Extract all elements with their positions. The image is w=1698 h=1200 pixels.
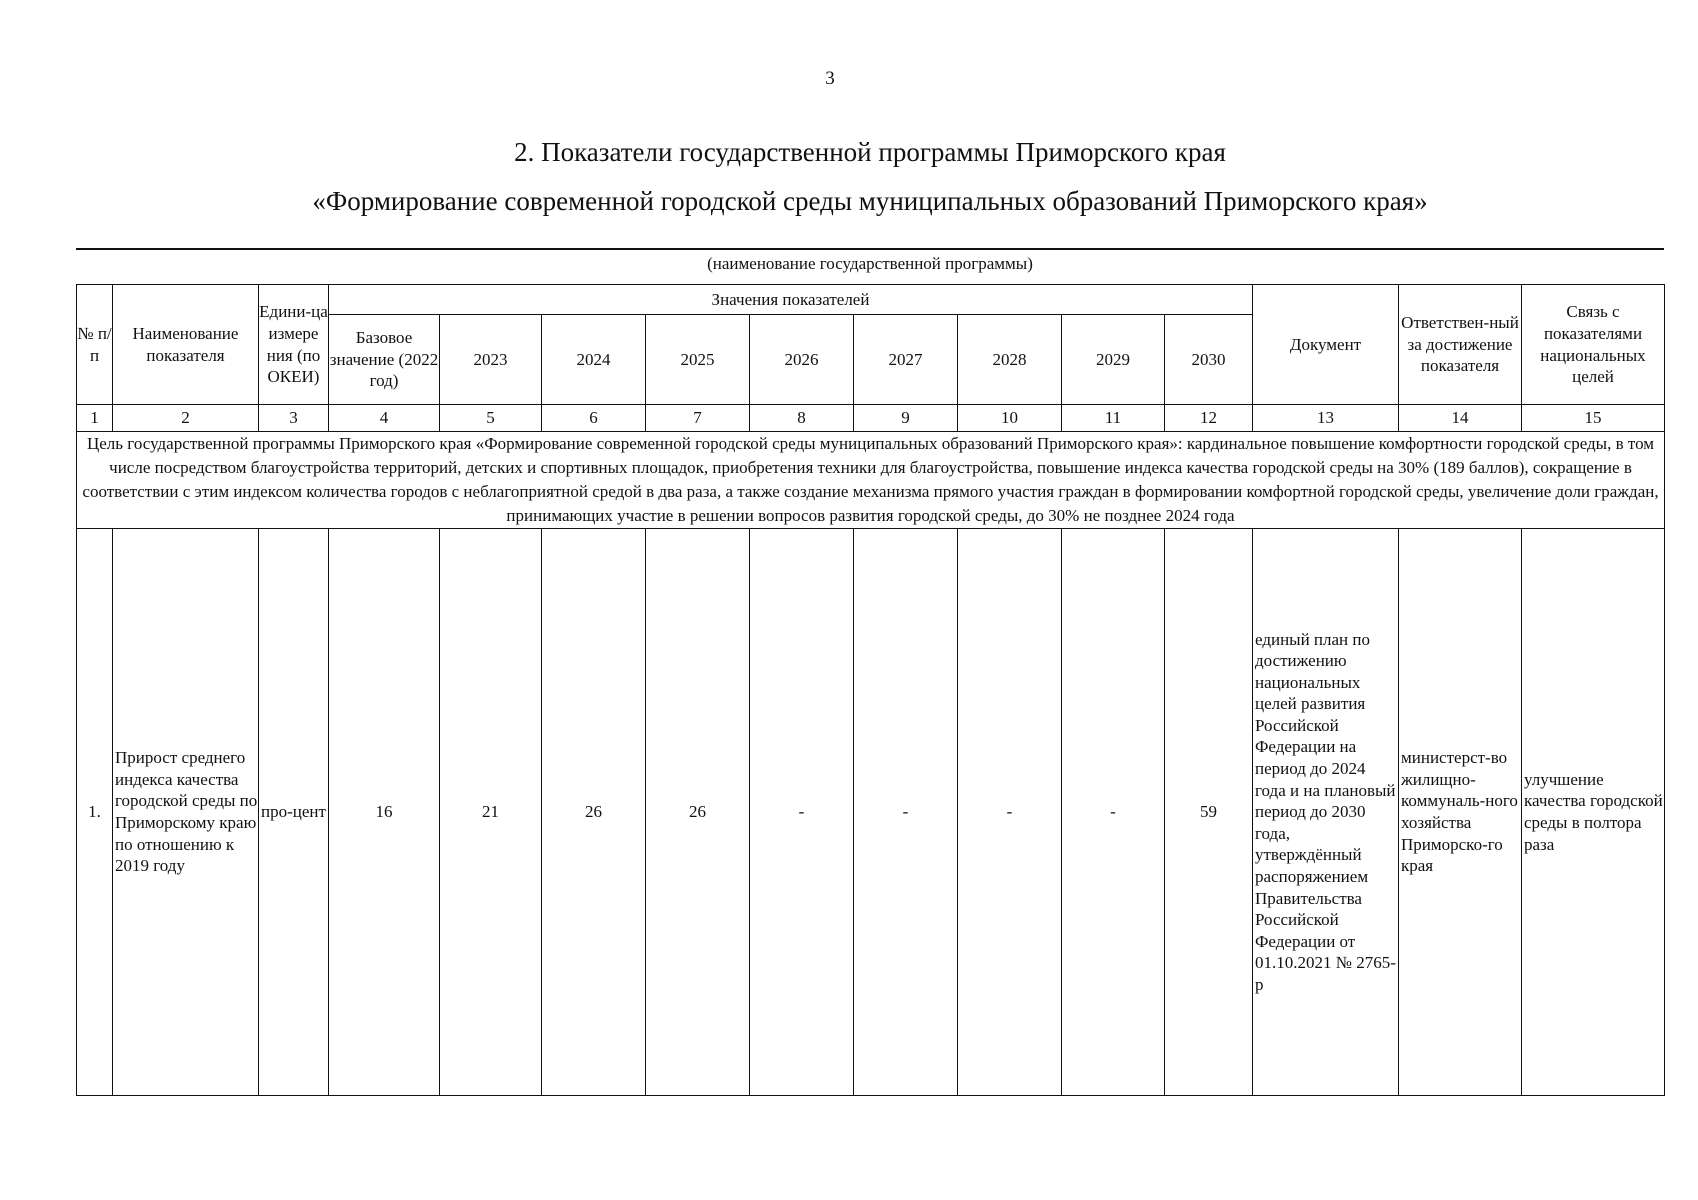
- column-number: 10: [958, 405, 1062, 432]
- value-2023: 21: [440, 529, 542, 1096]
- column-number: 4: [329, 405, 440, 432]
- value-2029: -: [1062, 529, 1165, 1096]
- column-number-row: [77, 405, 1665, 432]
- column-number: 12: [1165, 405, 1253, 432]
- indicator-name: Прирост среднего индекса качества городской среды по Приморскому краю по отношению к 2019 году: [113, 529, 259, 1096]
- column-number: 6: [542, 405, 646, 432]
- header-year-2028: 2028: [958, 315, 1062, 405]
- row-number: 1.: [77, 529, 113, 1096]
- column-number: 15: [1522, 405, 1665, 432]
- program-goal-text: Цель государственной программы Приморского края «Формирование современной городской среды муниципальных образований Приморского края»: кардинальное повышение комфортности городской среды, в том числе посредством благоустройства территорий, детских и спортивных площадок, приобретения техники для благоустройства, повышение индекса качества городской среды на 30% (189 баллов), сокращение в соответствии с этим индексом количества городов с неблагоприятной средой в два раза, а также создание механизма прямого участия граждан в формировании комфортной городской среды, увеличение доли граждан, принимающих участие в решении вопросов развития городской среды, до 30% не позднее 2024 года: [77, 432, 1665, 529]
- column-number: 11: [1062, 405, 1165, 432]
- column-number: 8: [750, 405, 854, 432]
- value-2030: 59: [1165, 529, 1253, 1096]
- page-title: 2. Показатели государственной программы Приморского края: [514, 137, 1226, 167]
- indicator-unit: про-цент: [259, 529, 329, 1096]
- value-2024: 26: [542, 529, 646, 1096]
- column-number: 3: [259, 405, 329, 432]
- column-number: 13: [1253, 405, 1399, 432]
- header-year-2023: 2023: [440, 315, 542, 405]
- header-year-2026: 2026: [750, 315, 854, 405]
- column-number: 2: [113, 405, 259, 432]
- header-year-2029: 2029: [1062, 315, 1165, 405]
- column-number: 1: [77, 405, 113, 432]
- table-row: [77, 529, 1665, 1096]
- program-caption: (наименование государственной программы): [707, 254, 1033, 273]
- responsible-body: министерст-во жилищно-коммуналь-ного хозяйства Приморско-го края: [1399, 529, 1522, 1096]
- header-no: № п/п: [77, 285, 113, 405]
- value-2025: 26: [646, 529, 750, 1096]
- header-year-2024: 2024: [542, 315, 646, 405]
- header-year-2030: 2030: [1165, 315, 1253, 405]
- column-number: 9: [854, 405, 958, 432]
- base-value: 16: [329, 529, 440, 1096]
- title-underline: [76, 248, 1664, 250]
- header-unit: Едини-ца измере ния (по ОКЕИ): [259, 285, 329, 405]
- value-2028: -: [958, 529, 1062, 1096]
- header-year-2025: 2025: [646, 315, 750, 405]
- page-number: 3: [825, 68, 835, 89]
- header-national-goals: Связь с показателями национальных целей: [1522, 285, 1665, 405]
- header-responsible: Ответствен-ный за достижение показателя: [1399, 285, 1522, 405]
- indicators-table: [76, 284, 1665, 1096]
- value-2027: -: [854, 529, 958, 1096]
- column-number: 5: [440, 405, 542, 432]
- goal-row: [77, 432, 1665, 529]
- program-title: «Формирование современной городской среды муниципальных образований Приморского края»: [312, 186, 1428, 216]
- header-name: Наименование показателя: [113, 285, 259, 405]
- column-number: 14: [1399, 405, 1522, 432]
- header-document: Документ: [1253, 285, 1399, 405]
- column-number: 7: [646, 405, 750, 432]
- national-goal-link: улучшение качества городской среды в полтора раза: [1522, 529, 1665, 1096]
- value-2026: -: [750, 529, 854, 1096]
- header-year-2027: 2027: [854, 315, 958, 405]
- header-base-value: Базовое значение (2022 год): [329, 315, 440, 405]
- document-reference: единый план по достижению национальных целей развития Российской Федерации на период до 2024 года и на плановый период до 2030 года, утверждённый распоряжением Правительства Российской Федерации от 01.10.2021 № 2765-р: [1253, 529, 1399, 1096]
- header-values-group: Значения показателей: [329, 285, 1253, 315]
